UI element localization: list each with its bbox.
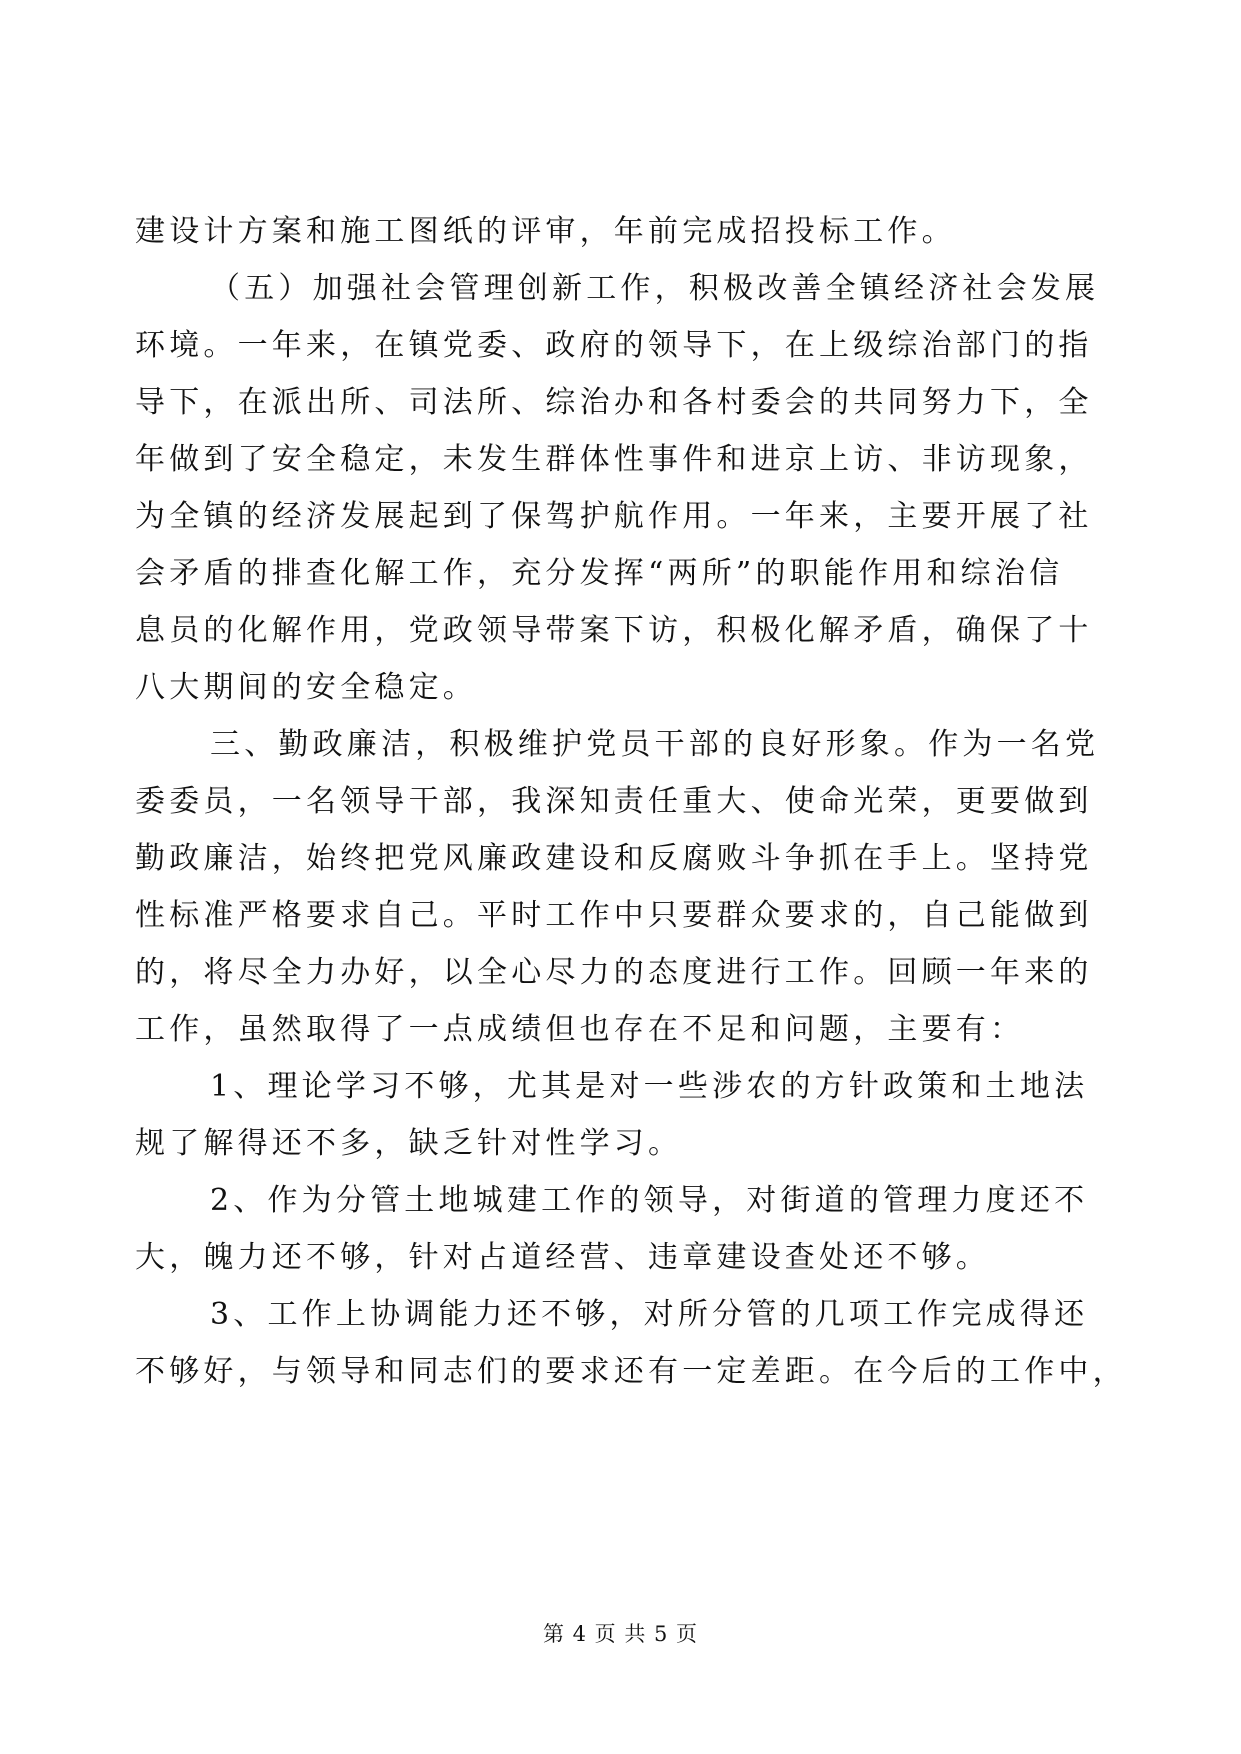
body-line: 三、勤政廉洁，积极维护党员干部的良好形象。作为一名党 bbox=[210, 727, 1100, 762]
body-line: 会矛盾的排查化解工作，充分发挥“两所”的职能作用和综治信 bbox=[135, 556, 1064, 591]
body-line: 工作，虽然取得了一点成绩但也存在不足和问题，主要有： bbox=[135, 1012, 1025, 1047]
body-line: 导下，在派出所、司法所、综治办和各村委会的共同努力下，全 bbox=[135, 385, 1093, 420]
body-line: 不够好，与领导和同志们的要求还有一定差距。在今后的工作中， bbox=[135, 1354, 1127, 1389]
body-line: 大，魄力还不够，针对占道经营、违章建设查处还不够。 bbox=[135, 1240, 990, 1275]
body-line: 环境。一年来，在镇党委、政府的领导下，在上级综治部门的指 bbox=[135, 328, 1093, 363]
body-line: 息员的化解作用，党政领导带案下访，积极化解矛盾，确保了十 bbox=[135, 613, 1093, 648]
body-line: 规了解得还不多，缺乏针对性学习。 bbox=[135, 1126, 683, 1161]
body-line: 的，将尽全力办好，以全心尽力的态度进行工作。回顾一年来的 bbox=[135, 955, 1093, 990]
body-line: 委委员，一名领导干部，我深知责任重大、使命光荣，更要做到 bbox=[135, 784, 1093, 819]
body-line: 勤政廉洁，始终把党风廉政建设和反腐败斗争抓在手上。坚持党 bbox=[135, 841, 1093, 876]
body-line: 1、理论学习不够，尤其是对一些涉农的方针政策和土地法 bbox=[210, 1069, 1089, 1104]
body-line: 为全镇的经济发展起到了保驾护航作用。一年来，主要开展了社 bbox=[135, 499, 1093, 534]
page-number-footer: 第 4 页 共 5 页 bbox=[542, 1622, 699, 1646]
body-line: 年做到了安全稳定，未发生群体性事件和进京上访、非访现象， bbox=[135, 442, 1093, 477]
body-line: （五）加强社会管理创新工作，积极改善全镇经济社会发展 bbox=[210, 271, 1100, 306]
body-line: 建设计方案和施工图纸的评审，年前完成招投标工作。 bbox=[135, 214, 956, 249]
body-line: 3、工作上协调能力还不够，对所分管的几项工作完成得还 bbox=[210, 1297, 1089, 1332]
body-line: 2、作为分管土地城建工作的领导，对街道的管理力度还不 bbox=[210, 1183, 1089, 1218]
body-line: 性标准严格要求自己。平时工作中只要群众要求的，自己能做到 bbox=[135, 898, 1093, 933]
body-line: 八大期间的安全稳定。 bbox=[135, 670, 477, 705]
